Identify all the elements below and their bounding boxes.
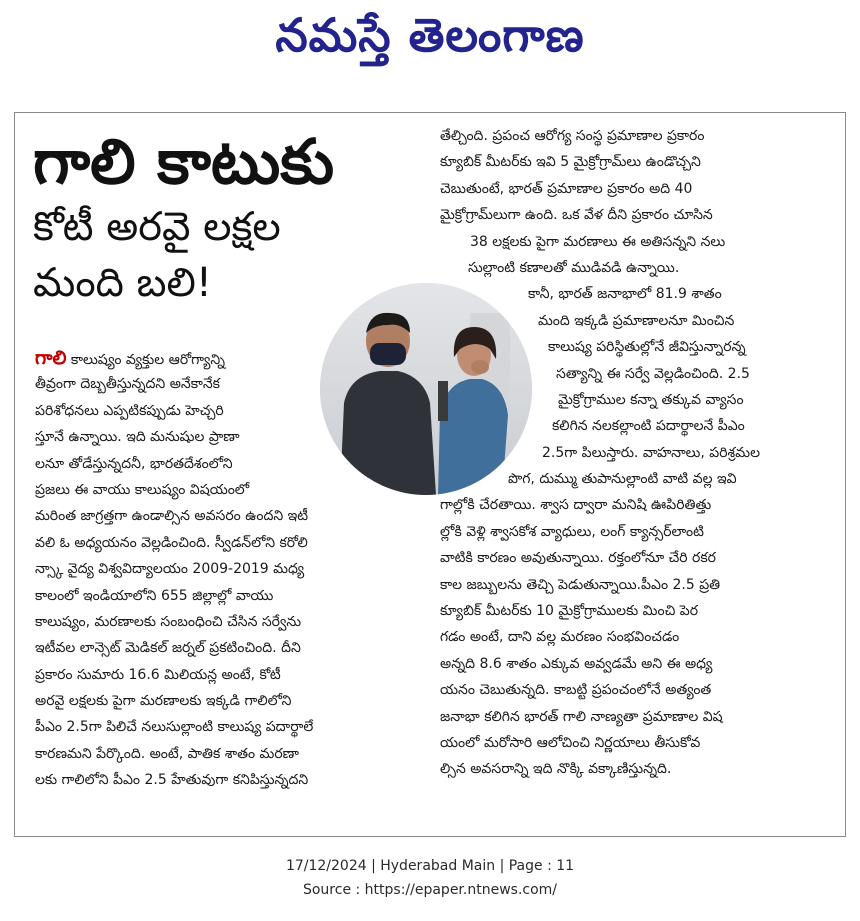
body-line: మైక్రోగ్రాముల కన్నా తక్కువ వ్యాసం	[558, 391, 744, 408]
body-line: అన్నది 8.6 శాతం ఎక్కువ అవ్వడమే అని ఈ అధ్య	[440, 655, 713, 672]
body-line: గాలి కాలుష్యం వ్యక్తుల ఆరోగ్యాన్ని	[35, 347, 225, 369]
body-line: ల్లోకి వెళ్లి శ్వాసకోశ వ్యాధులు, లంగ్ క్యాన్సర్‌లాంటి	[440, 523, 704, 540]
masthead	[0, 0, 860, 72]
headline-sub-line: మంది బలి!	[33, 260, 212, 306]
left-column	[35, 345, 427, 794]
body-line: కాలంలో ఇండియాలోని 655 జిల్లాల్లో వాయు	[35, 587, 274, 604]
body-line: జనాభా కలిగిన భారత్ గాలి నాణ్యతా ప్రమాణాల విష	[440, 708, 723, 725]
body-line: కానీ, భారత్ జనాభాలో 81.9 శాతం	[528, 286, 722, 303]
right-column	[440, 123, 835, 783]
source-link[interactable]: Source : https://epaper.ntnews.com/	[302, 882, 558, 898]
footer	[0, 854, 860, 902]
headline-main: గాలి కాటుకు	[33, 125, 335, 198]
headline-sub-line: కోటీ అరవై లక్షల	[33, 204, 281, 250]
body-line: గాల్లోకి చేరతాయి. శ్వాస ద్వారా మనిషి ఊపిరితిత్తు	[440, 497, 712, 514]
body-line: కలిగిన నలకల్లాంటి పదార్థాలనే పీఎం	[552, 418, 745, 435]
body-line: క్యూబిక్ మీటర్‌కు 10 మైక్రోగ్రాములకు మించి పెర	[440, 603, 699, 620]
body-line: కాల జబ్బులను తెచ్చి పెడుతున్నాయి.పీఎం 2.5 ప్రతి	[440, 576, 721, 593]
body-line: 38 లక్షలకు పైగా మరణాలు ఈ అతిసన్నని నలు	[470, 233, 726, 250]
body-line: కాలుష్యం, మరణాలకు సంబంధించి చేసిన సర్వేను	[35, 613, 302, 630]
body-line: తీవ్రంగా దెబ్బతీస్తున్నదని అనేకానేక	[35, 376, 220, 393]
edition-info: 17/12/2024 | Hyderabad Main | Page : 11	[285, 858, 575, 874]
headline	[33, 125, 433, 311]
body-line: కారణమని పేర్కొంది. అంటే, పాతిక శాతం మరణా	[35, 745, 299, 762]
body-line: సుల్లాంటి కణాలతో ముడివడి ఉన్నాయి.	[468, 259, 680, 276]
body-line: న్స్కా వైద్య విశ్వవిద్యాలయం 2009-2019 మధ్య	[35, 561, 305, 578]
body-line: కాలుష్య పరిస్థితుల్లోనే జీవిస్తున్నారన్న	[548, 339, 746, 356]
body-line: మరింత జాగ్రత్తగా ఉండాల్సిన అవసరం ఉందని ఇటీ	[35, 508, 309, 525]
body-line: అరవై లక్షలకు పైగా మరణాలకు ఇక్కడి గాలిలోని	[35, 693, 292, 710]
article-clipping	[14, 112, 846, 837]
body-line: లనూ తోడేస్తున్నదనీ, భారతదేశంలోని	[35, 455, 233, 472]
body-line: లకు గాలిలోని పీఎం 2.5 హేతువుగా కనిపిస్తున్నదని	[35, 772, 309, 789]
body-line: ల్సిన అవసరాన్ని ఇది నొక్కి వక్కాణిస్తున్నది.	[440, 761, 672, 778]
body-line: చెబుతుంటే, భారత్ ప్రమాణాల ప్రకారం అది 40	[440, 180, 693, 197]
newspaper-logo: నమస్తే తెలంగాణ	[275, 8, 585, 62]
body-line: వలి ఓ అధ్యయనం వెల్లడించింది. స్వీడన్‌లోని కరోలి	[35, 534, 308, 551]
body-line: క్యూబిక్ మీటర్‌కు ఇవి 5 మైక్రోగ్రామ్‌లు ఉండొచ్చని	[440, 154, 701, 171]
body-line: యనం చెబుతున్నది. కాబట్టి ప్రపంచంలోనే అత్యంత	[440, 682, 712, 699]
body-line: మంది ఇక్కడి ప్రమాణాలనూ మించిన	[538, 312, 735, 329]
body-line: వాటికి కారణం అవుతున్నాయి. రక్తంలోనూ చేరి రకర	[440, 550, 716, 567]
body-line: సత్యాన్ని ఈ సర్వే వెల్లడించింది. 2.5	[556, 365, 750, 382]
dropcap: గాలి	[35, 347, 67, 369]
body-line: ప్రకారం సుమారు 16.6 మిలియన్ల అంటే, కోటీ	[35, 666, 281, 683]
body-line: మైక్రోగ్రామ్‌లుగా ఉంది. ఒక వేళ దీని ప్రకారం చూసిన	[440, 207, 713, 224]
body-line: ఇటీవల లాన్సెట్ మెడికల్ జర్నల్ ప్రకటించింది. దీని	[35, 640, 301, 657]
body-line: పరిశోధనలు ఎప్పటికప్పుడు హెచ్చరి	[35, 402, 224, 419]
body-line: పొగ, దుమ్ము తుపానుల్లాంటి వాటి వల్ల ఇవి	[508, 471, 737, 488]
body-line: పీఎం 2.5గా పిలిచే నలుసుల్లాంటి కాలుష్య పదార్థాలే	[35, 719, 314, 736]
body-line: గడం అంటే, దాని వల్ల మరణం సంభవించడం	[440, 629, 680, 646]
body-line: ప్రజలు ఈ వాయు కాలుష్యం విషయంలో	[35, 481, 250, 498]
body-line: తేల్చింది. ప్రపంచ ఆరోగ్య సంస్థ ప్రమాణాల ప్రకారం	[440, 128, 705, 144]
body-line: 2.5గా పిలుస్తారు. వాహనాలు, పరిశ్రమల	[542, 444, 760, 461]
body-line: యంలో మరోసారి ఆలోచించి నిర్ణయాలు తీసుకోవ	[440, 734, 701, 751]
body-line: స్తూనే ఉన్నాయి. ఇది మనుషుల ప్రాణా	[35, 429, 240, 446]
